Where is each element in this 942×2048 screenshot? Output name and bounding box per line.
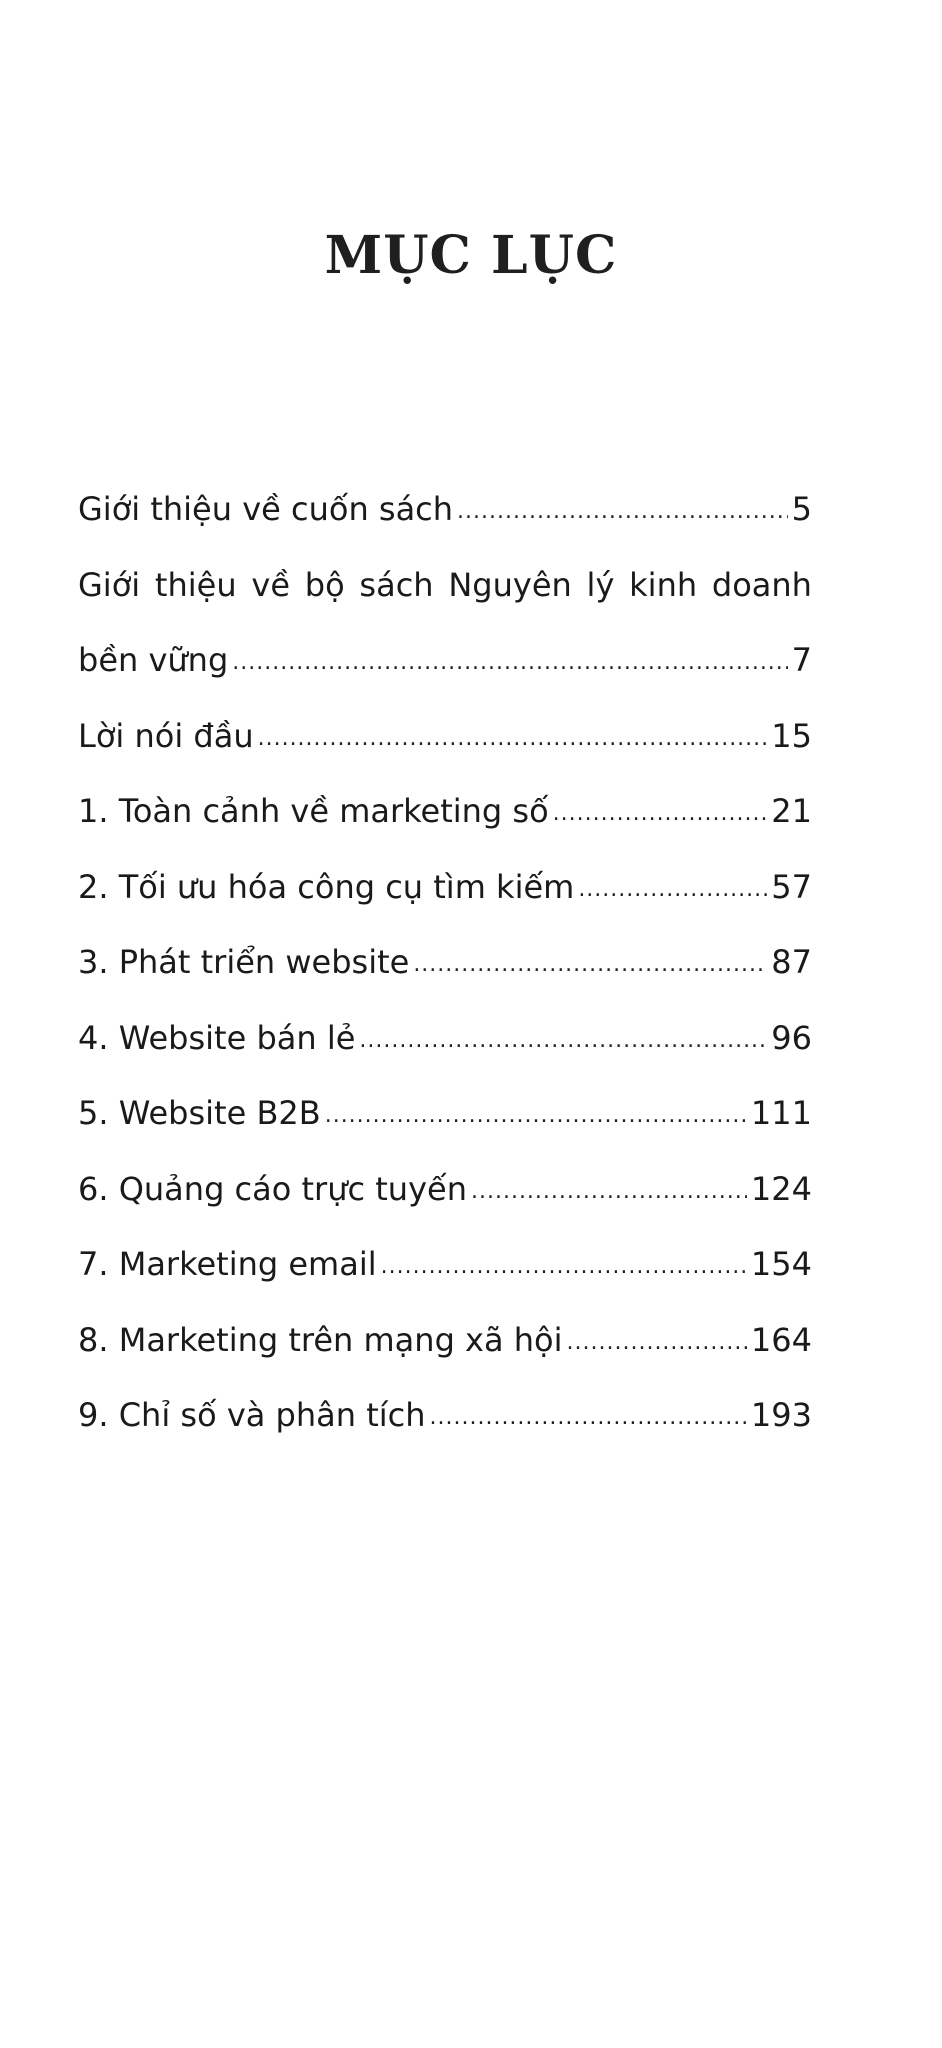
toc-entry-label: 7. Marketing email: [78, 1245, 377, 1283]
toc-entry: [78, 1396, 812, 1472]
toc-entry: [78, 1094, 812, 1170]
toc-entry: [78, 1170, 812, 1246]
dot-leader: [471, 1179, 747, 1204]
toc-word: kinh: [629, 565, 698, 604]
toc-entry-page: 15: [771, 716, 812, 755]
toc-entry-label: 5. Website B2B: [78, 1094, 321, 1132]
toc-word: thiệu: [154, 565, 237, 604]
toc-entry-page: 193: [750, 1396, 812, 1434]
toc-entry-page: 5: [791, 490, 812, 528]
dot-leader: [430, 1405, 747, 1430]
toc-entry-line1: [78, 566, 812, 642]
toc-entry: [78, 1321, 812, 1397]
page-title: MỤC LỤC: [324, 225, 618, 286]
toc-word: doanh: [711, 565, 812, 604]
toc-entry: [78, 792, 812, 868]
toc-entry-label: 3. Phát triển website: [78, 943, 410, 981]
toc-entry-page: 154: [750, 1245, 812, 1283]
toc-word: Giới: [78, 565, 141, 604]
toc-entry-label: 6. Quảng cáo trực tuyến: [78, 1169, 467, 1208]
dot-leader: [258, 726, 768, 751]
toc-entry-page: 87: [771, 943, 812, 981]
dot-leader: [359, 1028, 767, 1053]
toc-entry-label: Lời nói đầu: [78, 716, 254, 755]
toc-word: sách: [359, 565, 434, 604]
toc-entry-page: 111: [750, 1094, 812, 1132]
toc-entry-page: 7: [791, 641, 812, 679]
dot-leader: [457, 499, 788, 524]
dot-leader: [325, 1103, 747, 1128]
table-of-contents: [78, 490, 812, 1472]
toc-word: lý: [586, 565, 615, 604]
toc-entry-page: 21: [771, 792, 812, 830]
toc-entry-label: Giới thiệu về cuốn sách: [78, 490, 454, 528]
toc-entry: [78, 717, 812, 793]
toc-entry: [78, 943, 812, 1019]
toc-entry-page: 96: [771, 1018, 812, 1057]
toc-entry: [78, 1245, 812, 1321]
toc-entry-page: 57: [771, 867, 812, 906]
dot-leader: [567, 1330, 747, 1355]
toc-entry-label: 2. Tối ưu hóa công cụ tìm kiếm: [78, 867, 575, 906]
toc-entry-page: 164: [750, 1320, 812, 1359]
toc-entry: [78, 868, 812, 944]
dot-leader: [553, 801, 768, 826]
toc-word: Nguyên: [448, 565, 572, 604]
toc-word: về: [251, 565, 290, 604]
toc-entry-label: 8. Marketing trên mạng xã hội: [78, 1320, 563, 1359]
toc-entry-label: bền vững: [78, 641, 229, 679]
toc-entry-label: 1. Toàn cảnh về marketing số: [78, 792, 549, 830]
toc-entry-page: 124: [750, 1169, 812, 1208]
toc-word: bộ: [304, 565, 345, 604]
toc-entry: [78, 490, 812, 566]
dot-leader: [232, 650, 787, 675]
toc-entry-label: 4. Website bán lẻ: [78, 1018, 356, 1057]
dot-leader: [381, 1254, 747, 1279]
toc-entry-line2: [78, 641, 812, 717]
toc-entry-label: 9. Chỉ số và phân tích: [78, 1396, 426, 1434]
toc-entry-label-line1: [78, 566, 812, 604]
dot-leader: [413, 952, 767, 977]
toc-entry: [78, 1019, 812, 1095]
dot-leader: [578, 877, 767, 902]
